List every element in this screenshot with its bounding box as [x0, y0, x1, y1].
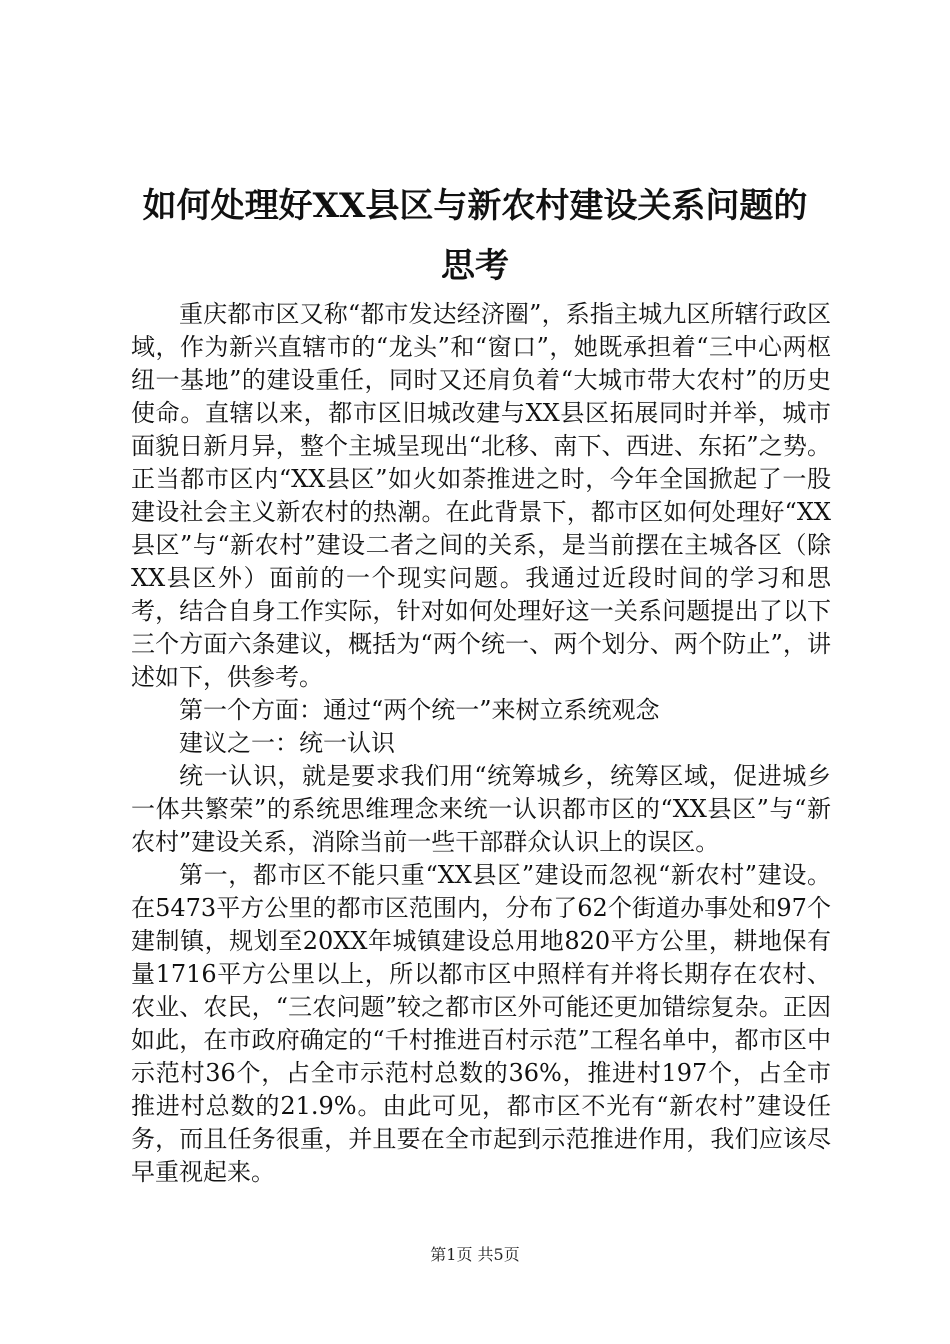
- subsection-heading: 建议之一：统一认识: [179, 729, 395, 757]
- paragraph-unify: 统一认识，就是要求我们用“统筹城乡，统筹区域，促进城乡一体共繁荣”的系统思维理念来统一认识都市区的“XX县区”与“新农村”建设关系，消除当前一些干部群众认识上的误区。: [131, 762, 831, 856]
- document-title: [100, 176, 850, 296]
- paragraph-first-point: 第一，都市区不能只重“XX县区”建设而忽视“新农村”建设。在5473平方公里的都市区范围内，分布了62个街道办事处和97个建制镇，规划至20XX年城镇建设总用地820平方公里，耕地保有量1716平方公里以上，所以都市区中照样有并将长期存在农村、农业、农民，“三农问题”较之都市区外可能还更加错综复杂。正因如此，在市政府确定的“千村推进百村示范”工程名单中，都市区中示范村36个，占全市示范村总数的36%，推进村197个，占全市推进村总数的21.9%。由此可见，都市区不光有“新农村”建设任务，而且任务很重，并且要在全市起到示范推进作用，我们应该尽早重视起来。: [131, 861, 831, 1186]
- page-number: 第1页 共5页: [430, 1245, 520, 1264]
- title-line-2: 思考: [441, 246, 509, 286]
- document-body: [131, 298, 831, 1189]
- title-line-1: 如何处理好XX县区与新农村建设关系问题的: [142, 186, 808, 226]
- paragraph-intro: 重庆都市区又称“都市发达经济圈”，系指主城九区所辖行政区域，作为新兴直辖市的“龙头”和“窗口”，她既承担着“三中心两枢纽一基地”的建设重任，同时又还肩负着“大城市带大农村”的历史使命。直辖以来，都市区旧城改建与XX县区拓展同时并举，城市面貌日新月异，整个主城呈现出“北移、南下、西进、东拓”之势。正当都市区内“XX县区”如火如荼推进之时，今年全国掀起了一股建设社会主义新农村的热潮。在此背景下，都市区如何处理好“XX县区”与“新农村”建设二者之间的关系，是当前摆在主城各区（除XX县区外）面前的一个现实问题。我通过近段时间的学习和思考，结合自身工作实际，针对如何处理好这一关系问题提出了以下三个方面六条建议，概括为“两个统一、两个划分、两个防止”，讲述如下，供参考。: [131, 300, 831, 691]
- section-heading: 第一个方面：通过“两个统一”来树立系统观念: [179, 696, 660, 724]
